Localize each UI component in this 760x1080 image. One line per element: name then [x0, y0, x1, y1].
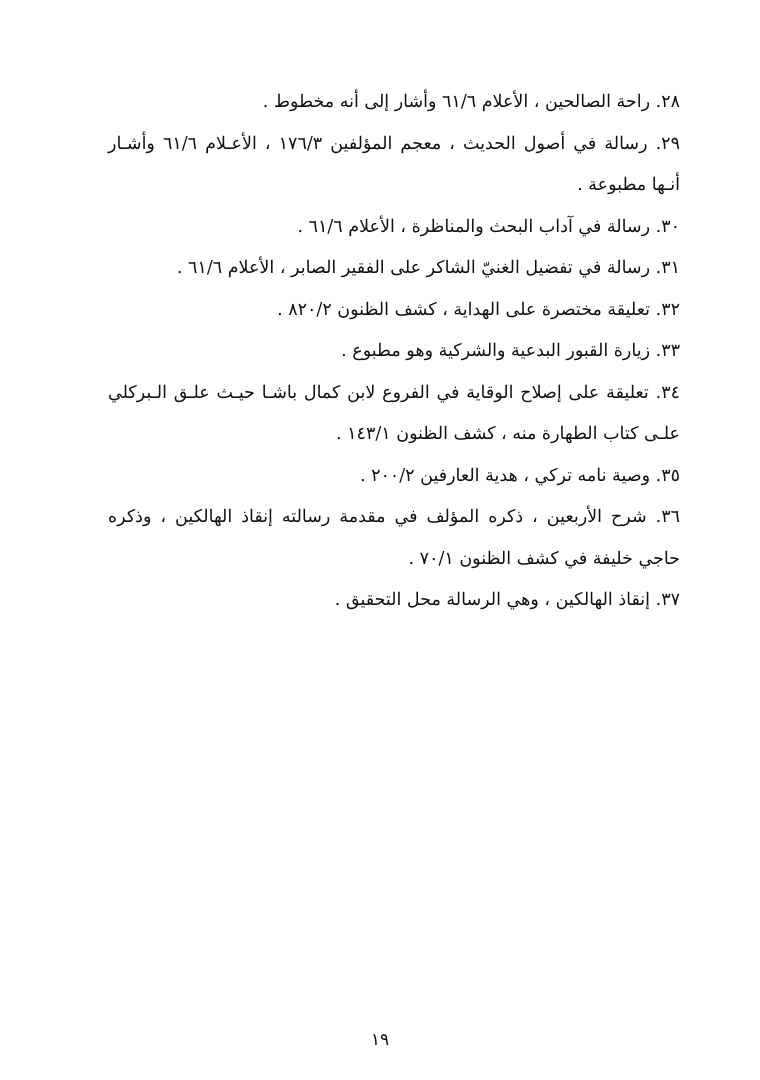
item-text: شرح الأربعين ، ذكره المؤلف في مقدمة رسالته إنقاذ الهالكين ، وذكره حاجي خليفة في كشف الظنون ٧٠/١ .: [108, 507, 680, 569]
item-text: راحة الصالحين ، الأعلام ٦١/٦ وأشار إلى أنه مخطوط .: [262, 92, 651, 112]
item-number: ٣٣: [661, 341, 680, 361]
item-text: رسالة في أصول الحديث ، معجم المؤلفين ١٧٦/٣ ، الأعـلام ٦١/٦ وأشـار أنـها مطبوعة .: [108, 133, 680, 195]
item-number: ٢٩: [661, 133, 680, 154]
item-number: ٣٧: [661, 590, 680, 610]
item-number: ٣٢: [661, 299, 680, 320]
item-text: رسالة في آداب البحث والمناظرة ، الأعلام ٦١/٦ .: [297, 216, 651, 237]
item-number: ٢٨: [661, 92, 680, 112]
item-text: زيارة القبور البدعية والشركية وهو مطبوع .: [341, 341, 651, 361]
list-item: ٢٨. راحة الصالحين ، الأعلام ٦١/٦ وأشار إلى أنه مخطوط .: [262, 92, 680, 112]
item-text: رسالة في تفضيل الغنيّ الشاكر على الفقير الصابر ، الأعلام ٦١/٦ .: [176, 258, 651, 278]
item-number: ٣٠: [661, 216, 680, 237]
item-text: تعليقة على إصلاح الوقاية في الفروع لابن كمال باشـا حيـث علـق الـبركلي علـى كتاب الطهارة منه ، كشف الظنون ١٤٣/١ .: [108, 382, 680, 444]
item-number: ٣٥: [661, 465, 680, 486]
item-number: ٣١: [661, 258, 680, 278]
page-number: ١٩: [370, 1030, 390, 1050]
item-text: إنقاذ الهالكين ، وهي الرسالة محل التحقيق .: [334, 590, 651, 610]
list-item: ٣٦. شرح الأربعين ، ذكره المؤلف في مقدمة رسالته إنقاذ الهالكين ، وذكره حاجي خليفة في كشف الظنون ٧٠/١ .: [108, 507, 680, 569]
list-item: ٣٢. تعليقة مختصرة على الهداية ، كشف الظنون ٨٢٠/٢ .: [277, 299, 680, 320]
list-item: ٣١. رسالة في تفضيل الغنيّ الشاكر على الفقير الصابر ، الأعلام ٦١/٦ .: [176, 258, 680, 278]
list-item: ٣٧. إنقاذ الهالكين ، وهي الرسالة محل التحقيق .: [334, 590, 680, 610]
item-text: وصية نامه تركي ، هدية العارفين ٢٠٠/٢ .: [359, 465, 651, 486]
list-item: ٣٥. وصية نامه تركي ، هدية العارفين ٢٠٠/٢ .: [359, 465, 680, 486]
bibliography-list: [108, 82, 680, 622]
list-item: ٣٣. زيارة القبور البدعية والشركية وهو مطبوع .: [341, 341, 680, 361]
list-item: ٣٤. تعليقة على إصلاح الوقاية في الفروع لابن كمال باشـا حيـث علـق الـبركلي علـى كتاب الطهارة منه ، كشف الظنون ١٤٣/١ .: [108, 382, 680, 444]
list-item: ٣٠. رسالة في آداب البحث والمناظرة ، الأعلام ٦١/٦ .: [297, 216, 680, 237]
item-text: تعليقة مختصرة على الهداية ، كشف الظنون ٨٢٠/٢ .: [277, 299, 651, 320]
item-number: ٣٤: [661, 382, 680, 403]
list-item: ٢٩. رسالة في أصول الحديث ، معجم المؤلفين ١٧٦/٣ ، الأعـلام ٦١/٦ وأشـار أنـها مطبوعة .: [108, 133, 680, 195]
item-number: ٣٦: [661, 507, 680, 527]
